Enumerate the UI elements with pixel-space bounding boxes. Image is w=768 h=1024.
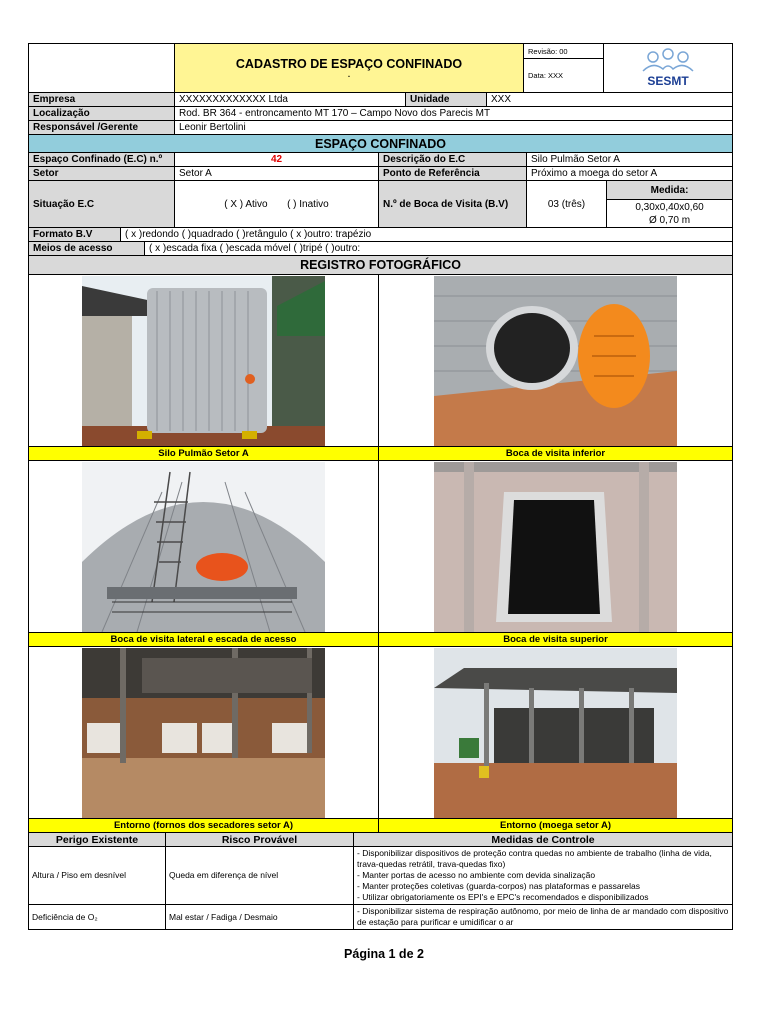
ponto-referencia-label: Ponto de Referência: [379, 167, 527, 181]
caption-boca-inferior: Boca de visita inferior: [379, 447, 733, 461]
setor-label: Setor: [29, 167, 175, 181]
situacao-options: [175, 181, 379, 228]
boca-superior-image: [434, 462, 677, 632]
medida-item: - Manter portas de acesso no ambiente com devida sinalização: [357, 870, 596, 880]
logo-cell: [604, 44, 733, 93]
caption-entorno-fornos: Entorno (fornos dos secadores setor A): [29, 819, 379, 833]
caption-entorno-moega: Entorno (moega setor A): [379, 819, 733, 833]
info-table: [28, 92, 733, 135]
caption-boca-lateral: Boca de visita lateral e escada de acesso: [29, 633, 379, 647]
boca-lateral-image: [82, 462, 325, 632]
unidade-label: Unidade: [406, 93, 487, 107]
photo-boca-inferior: [379, 275, 733, 447]
medida-item: - Disponibilizar dispositivos de proteção contra quedas no ambiente de trabalho (linha de vida, trava-quedas retrátil, trava-quedas fixo): [357, 848, 712, 869]
logo-label: SESMT: [647, 73, 689, 88]
registro-table: [28, 255, 733, 833]
perigo-header: Perigo Existente: [29, 833, 166, 847]
medida-item: - Manter proteções coletivas (guarda-corpos) nas plataformas e passarelas: [357, 881, 640, 891]
boca-visita-value: 03 (três): [527, 181, 607, 228]
empresa-label: Empresa: [29, 93, 175, 107]
entorno-fornos-image: [82, 648, 325, 818]
revision-cell: Revisão: 00: [524, 44, 604, 59]
table-row: [29, 905, 733, 930]
espaco-table: [28, 134, 733, 228]
risco-cell: Queda em diferença de nível: [166, 847, 354, 905]
meios-acesso-label: Meios de acesso: [29, 242, 145, 256]
header-table: [28, 43, 733, 93]
formato-table: [28, 227, 733, 242]
photo-entorno-fornos: [29, 647, 379, 819]
page-number: Página 1 de 2: [344, 947, 424, 961]
medida-value-2: Ø 0,70 m: [648, 214, 691, 226]
meios-acesso-options: ( x )escada fixa ( )escada móvel ( )tripé ( )outro:: [145, 242, 733, 256]
medida-item: - Disponibilizar sistema de respiração autônomo, por meio de linha de ar mandado com dispositivo de estação para purificar e umidificar o ar: [357, 906, 729, 927]
medidas-cell: [354, 847, 733, 905]
risco-cell: Mal estar / Fadiga / Desmaio: [166, 905, 354, 930]
boca-inferior-image: [434, 276, 677, 446]
formato-label: Formato B.V: [29, 228, 121, 242]
ponto-referencia-value: Próximo a moega do setor A: [527, 167, 733, 181]
localizacao-value: Rod. BR 364 - entroncamento MT 170 – Campo Novo dos Parecis MT: [175, 107, 733, 121]
cadastro-sheet: [28, 43, 732, 930]
ec-descricao-value: Silo Pulmão Setor A: [527, 153, 733, 167]
espaco-section-title: ESPAÇO CONFINADO: [29, 135, 733, 153]
caption-boca-superior: Boca de visita superior: [379, 633, 733, 647]
unidade-value: XXX: [487, 93, 733, 107]
medida-value-1: 0,30x0,40x0,60: [635, 201, 704, 213]
entorno-moega-image: [434, 648, 677, 818]
medidas-cell: [354, 905, 733, 930]
setor-value: Setor A: [175, 167, 379, 181]
responsavel-label: Responsável /Gerente: [29, 121, 175, 135]
situacao-label: Situação E.C: [29, 181, 175, 228]
ec-descricao-label: Descrição do E.C: [379, 153, 527, 167]
formato-options: ( x )redondo ( )quadrado ( )retângulo ( x )outro: trapézio: [121, 228, 733, 242]
meios-table: [28, 241, 733, 256]
ec-numero-label: Espaço Confinado (E.C) n.º: [29, 153, 175, 167]
photo-boca-superior: [379, 461, 733, 633]
medida-item: - Utilizar obrigatoriamente os EPI's e EPC's recomendados e disponibilizados: [357, 892, 649, 902]
sesmt-logo-icon: [633, 45, 703, 89]
situacao-inativo: ( ) Inativo: [287, 198, 329, 210]
perigo-cell: Deficiência de O₂: [29, 905, 166, 930]
riscos-table: [28, 832, 733, 930]
localizacao-label: Localização: [29, 107, 175, 121]
registro-section-title: REGISTRO FOTOGRÁFICO: [29, 256, 733, 275]
title-dot: .: [347, 70, 351, 79]
boca-visita-label: N.º de Boca de Visita (B.V): [379, 181, 527, 228]
photo-boca-lateral: [29, 461, 379, 633]
document-title: [175, 44, 524, 93]
medida-value: [607, 200, 733, 228]
document-title-text: CADASTRO DE ESPAÇO CONFINADO: [235, 57, 463, 71]
perigo-cell: Altura / Piso em desnível: [29, 847, 166, 905]
responsavel-value: Leonir Bertolini: [175, 121, 733, 135]
risco-header: Risco Provável: [166, 833, 354, 847]
photo-silo-pulmao: [29, 275, 379, 447]
header-blank: [29, 44, 175, 93]
table-row: [29, 847, 733, 905]
situacao-ativo: ( X ) Ativo: [224, 198, 268, 210]
ec-numero-value: 42: [175, 153, 379, 167]
silo-photo-image: [82, 276, 325, 446]
medida-label: Medida:: [607, 181, 733, 200]
photo-entorno-moega: [379, 647, 733, 819]
empresa-value: XXXXXXXXXXXXX Ltda: [175, 93, 406, 107]
caption-silo-pulmao: Silo Pulmão Setor A: [29, 447, 379, 461]
medidas-header: Medidas de Controle: [354, 833, 733, 847]
date-cell: Data: XXX: [524, 59, 604, 93]
